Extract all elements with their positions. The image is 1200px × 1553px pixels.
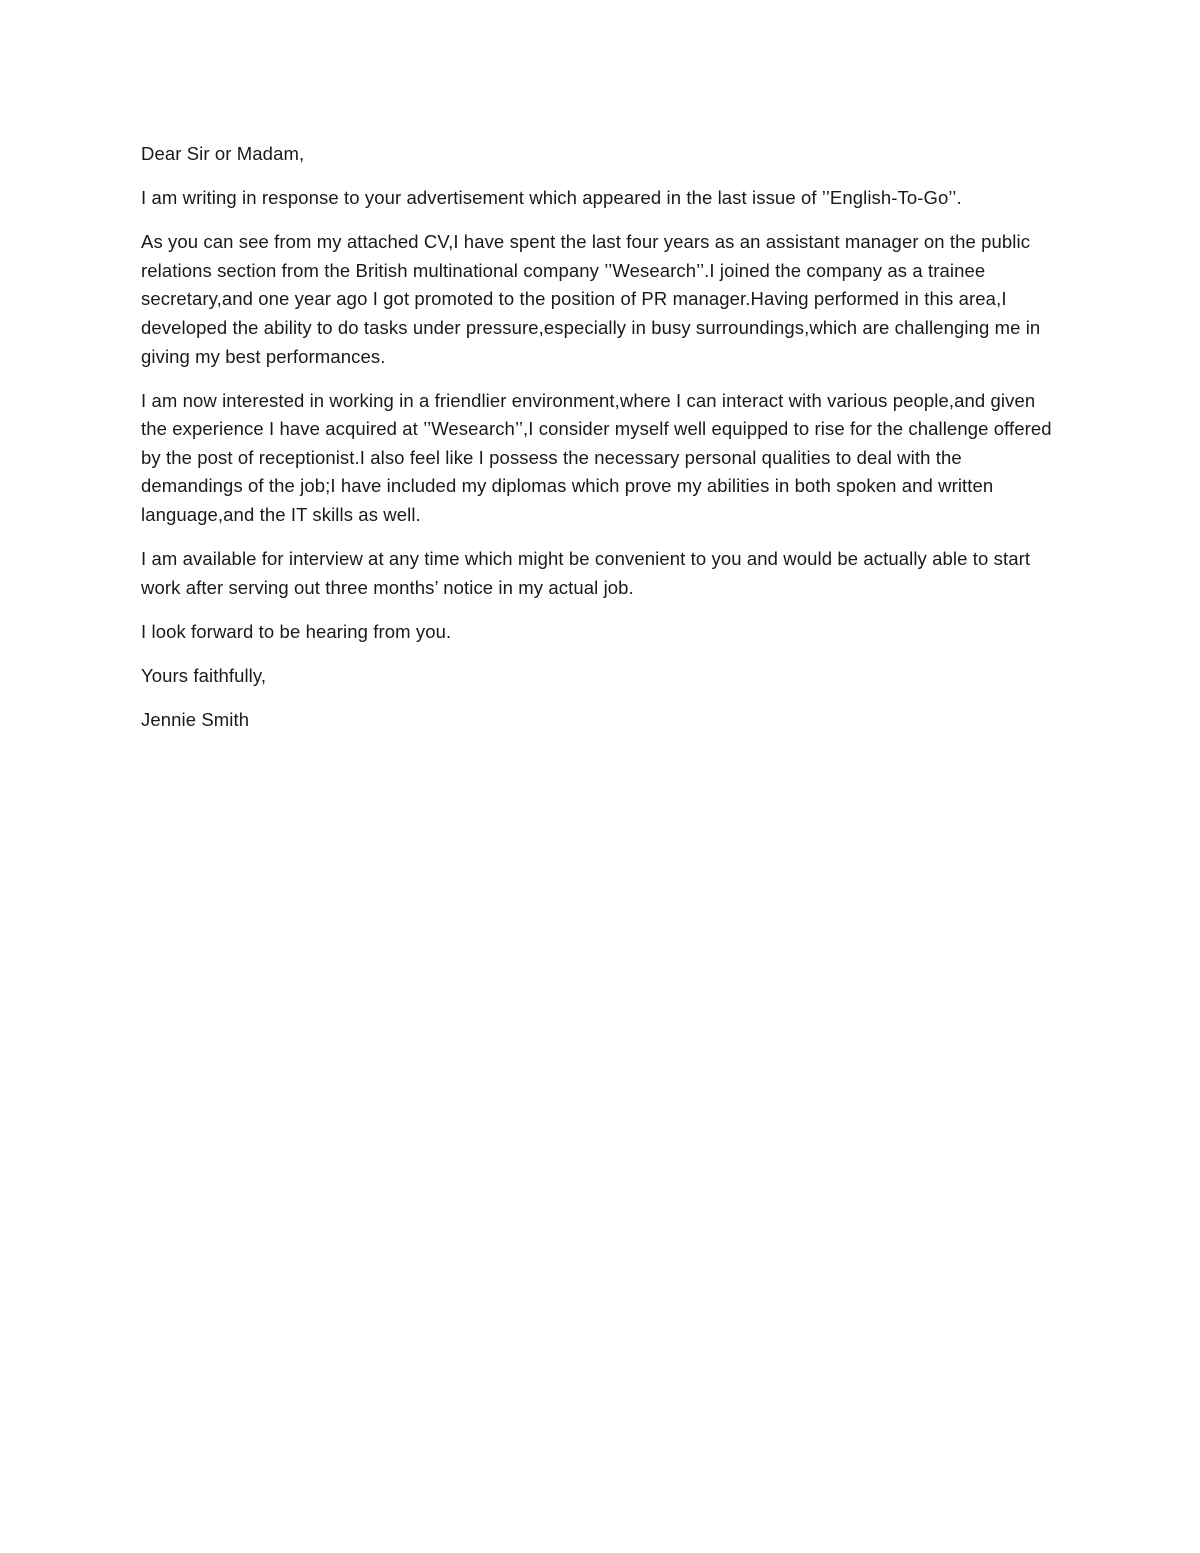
signature: Jennie Smith xyxy=(141,709,250,730)
paragraph-motivation: I am now interested in working in a friendlier environment,where I can interact with various people,and given the experience I have acquired at ’’Wesearch’’,I consider myself well equipped to rise for the challenge offered by the post of receptionist.I also feel like I possess the necessary personal qualities to deal with the demandings of the job;I have included my diplomas which prove my abilities in both spoken and written language,and the IT skills as well. xyxy=(141,389,1052,526)
paragraph-experience: As you can see from my attached CV,I have spent the last four years as an assistant manager on the public relations section from the British multinational company ’’Wesearch’’.I joined the company as a trainee secretary,and one year ago I got promoted to the position of PR manager.Having performed in this area,I developed the ability to do tasks under pressure,especially in busy surroundings,which are challenging me in giving my best performances. xyxy=(141,231,1041,367)
paragraph-intro: I am writing in response to your advertisement which appeared in the last issue of ’’English-To-Go’’. xyxy=(141,187,962,209)
paragraph-availability: I am available for interview at any time which might be convenient to you and would be actually able to start work after serving out three months’ notice in my actual job. xyxy=(141,548,1031,598)
closing: Yours faithfully, xyxy=(141,664,267,686)
paragraph-closing-line: I look forward to be hearing from you. xyxy=(141,620,452,642)
salutation: Dear Sir or Madam, xyxy=(141,143,305,164)
letter-body xyxy=(141,140,1061,750)
